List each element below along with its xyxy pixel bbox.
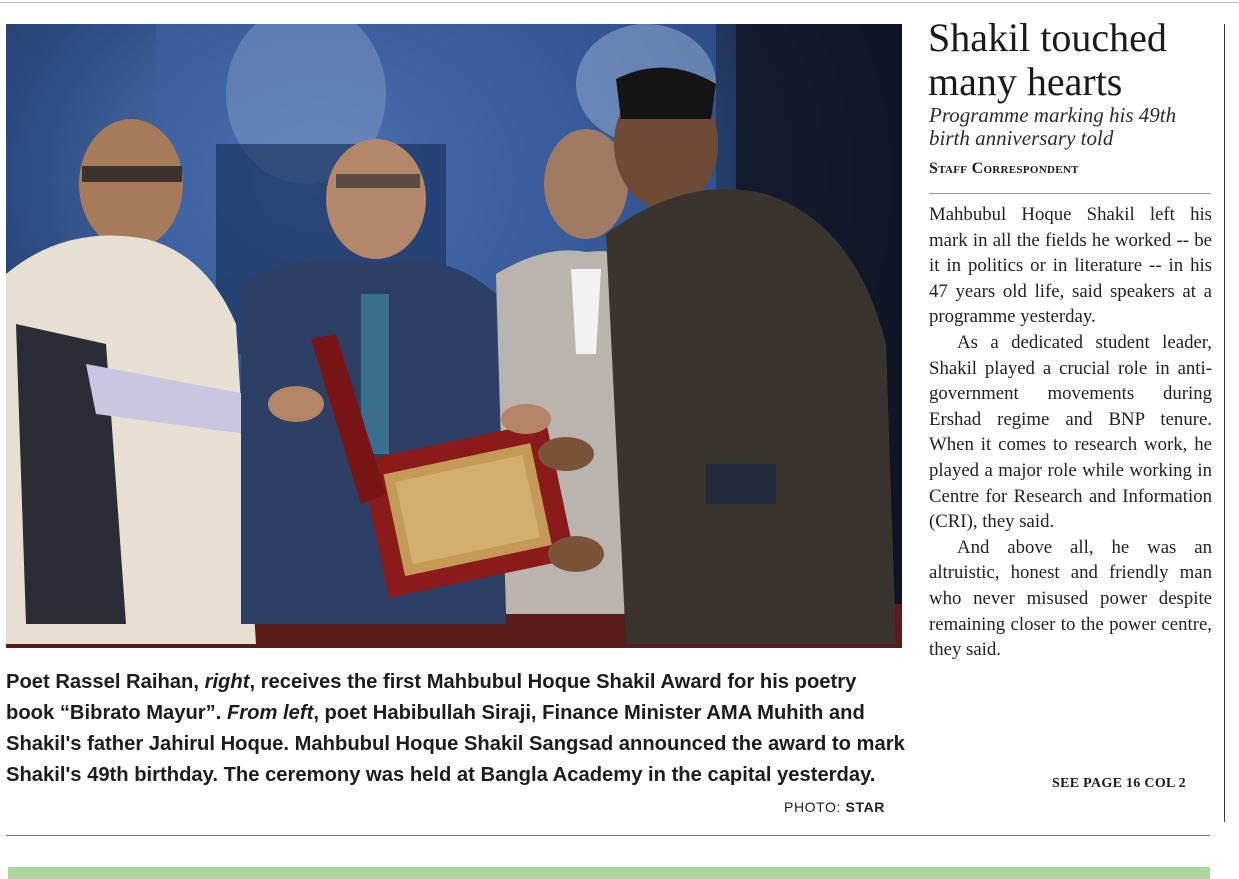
article-paragraph: Mahbubul Hoque Shakil left his mark in all the fields he worked -- be it in politics or in literature -- in his 47 years old life, said speakers at a programme yesterday. [929,204,1212,328]
caption-part-1: Poet Rassel Raihan, [6,671,205,693]
photo-credit-label: PHOTO: [784,799,846,815]
photo-illustration [6,24,902,648]
byline-rule [929,193,1211,194]
article-subhead: Programme marking his 49th birth anniversary told [929,103,1177,150]
bottom-rule [6,835,1210,836]
caption-emphasis-right: right [204,671,250,693]
green-ad-band [8,867,1210,879]
photo-credit [784,799,885,815]
top-rule [0,2,1239,3]
article-paragraph: And above all, he was an altruistic, honest and friendly man who never misused power despite remaining closer to the power centre, they said. [929,536,1212,661]
article-paragraph: As a dedicated student leader, Shakil played a crucial role in anti-government movements during Ershad regime and BNP tenure. When it comes to research work, he played a major role while working in Centre for Research and Information (CRI), they said. [929,331,1212,533]
caption-part-5: , poet Habibullah Siraji, Finance Minister AMA Muhith and Shakil's father Jahirul Hoque. Mahbubul Hoque Shakil Sangsad announced the award to mark Shakil's 49th birthday. The ceremony was held at Bangla Academy in the capital yesterday. [6,702,905,786]
article-headline: Shakil touched many hearts [928,15,1167,104]
article-body [929,202,1212,663]
photo-credit-source: STAR [845,799,885,815]
photo-caption [6,667,906,791]
news-photo [6,24,902,648]
caption-part-3: , receives the first Mahbubul Hoque Shakil Award for his poetry book “Bibrato Mayur”. [6,671,857,724]
caption-emphasis-from-left: From left [226,702,314,724]
article-byline: Staff Correspondent [929,160,1079,177]
column-divider [1224,24,1225,822]
continuation-link[interactable]: SEE PAGE 16 COL 2 [1052,776,1186,791]
